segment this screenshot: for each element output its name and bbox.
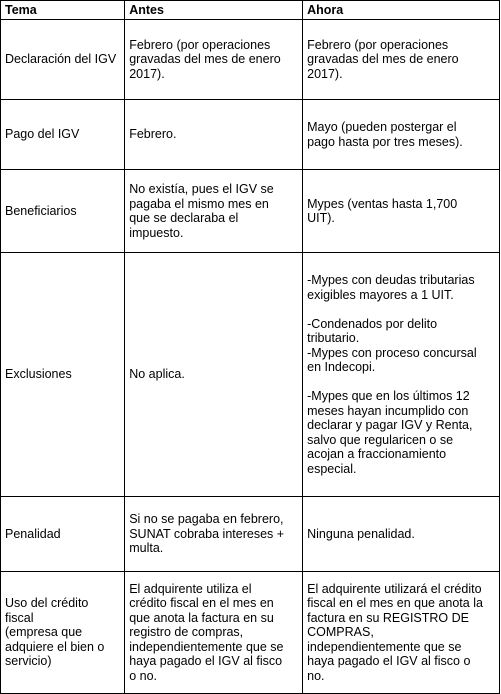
- row-tema: Beneficiarios: [1, 170, 125, 253]
- table-row: [1, 253, 500, 497]
- row-tema: Exclusiones: [1, 253, 125, 497]
- row-antes: Si no se pagaba en febrero, SUNAT cobraba intereses + multa.: [125, 497, 303, 572]
- row-antes: No existía, pues el IGV se pagaba el mismo mes en que se declaraba el impuesto.: [125, 170, 303, 253]
- row-tema: Pago del IGV: [1, 100, 125, 170]
- row-ahora: El adquirente utilizará el crédito fiscal en el mes en que anota la factura en su REGISTRO DE COMPRAS, independientemente que se haya pagado el IGV al fisco o no.: [303, 572, 500, 694]
- row-antes: El adquirente utiliza el crédito fiscal en el mes en que anota la factura en su registro de compras, independientemente que se haya pagado el IGV al fisco o no.: [125, 572, 303, 694]
- row-antes: Febrero.: [125, 100, 303, 170]
- row-tema: Declaración del IGV: [1, 20, 125, 100]
- row-tema: Penalidad: [1, 497, 125, 572]
- row-antes: Febrero (por operaciones gravadas del mes de enero 2017).: [125, 20, 303, 100]
- table-row: [1, 497, 500, 572]
- row-ahora: -Mypes con deudas tributarias exigibles mayores a 1 UIT. -Condenados por delito tributario. -Mypes con proceso concursal en Indecopi. -Mypes que en los últimos 12 meses hayan incumplido con declarar y pagar IGV y Renta, salvo que regularicen o se acojan a fraccionamiento especial.: [303, 253, 500, 497]
- table-row: [1, 170, 500, 253]
- table-row: [1, 100, 500, 170]
- row-ahora: Ninguna penalidad.: [303, 497, 500, 572]
- row-tema: Uso del crédito fiscal (empresa que adquiere el bien o servicio): [1, 572, 125, 694]
- table-row: [1, 572, 500, 694]
- table-row: [1, 20, 500, 100]
- header-row: [1, 1, 500, 20]
- header-antes: Antes: [125, 1, 303, 20]
- row-ahora: Mypes (ventas hasta 1,700 UIT).: [303, 170, 500, 253]
- row-ahora: Mayo (pueden postergar el pago hasta por tres meses).: [303, 100, 500, 170]
- header-ahora: Ahora: [303, 1, 500, 20]
- row-ahora: Febrero (por operaciones gravadas del mes de enero 2017).: [303, 20, 500, 100]
- row-antes: No aplica.: [125, 253, 303, 497]
- header-tema: Tema: [1, 1, 125, 20]
